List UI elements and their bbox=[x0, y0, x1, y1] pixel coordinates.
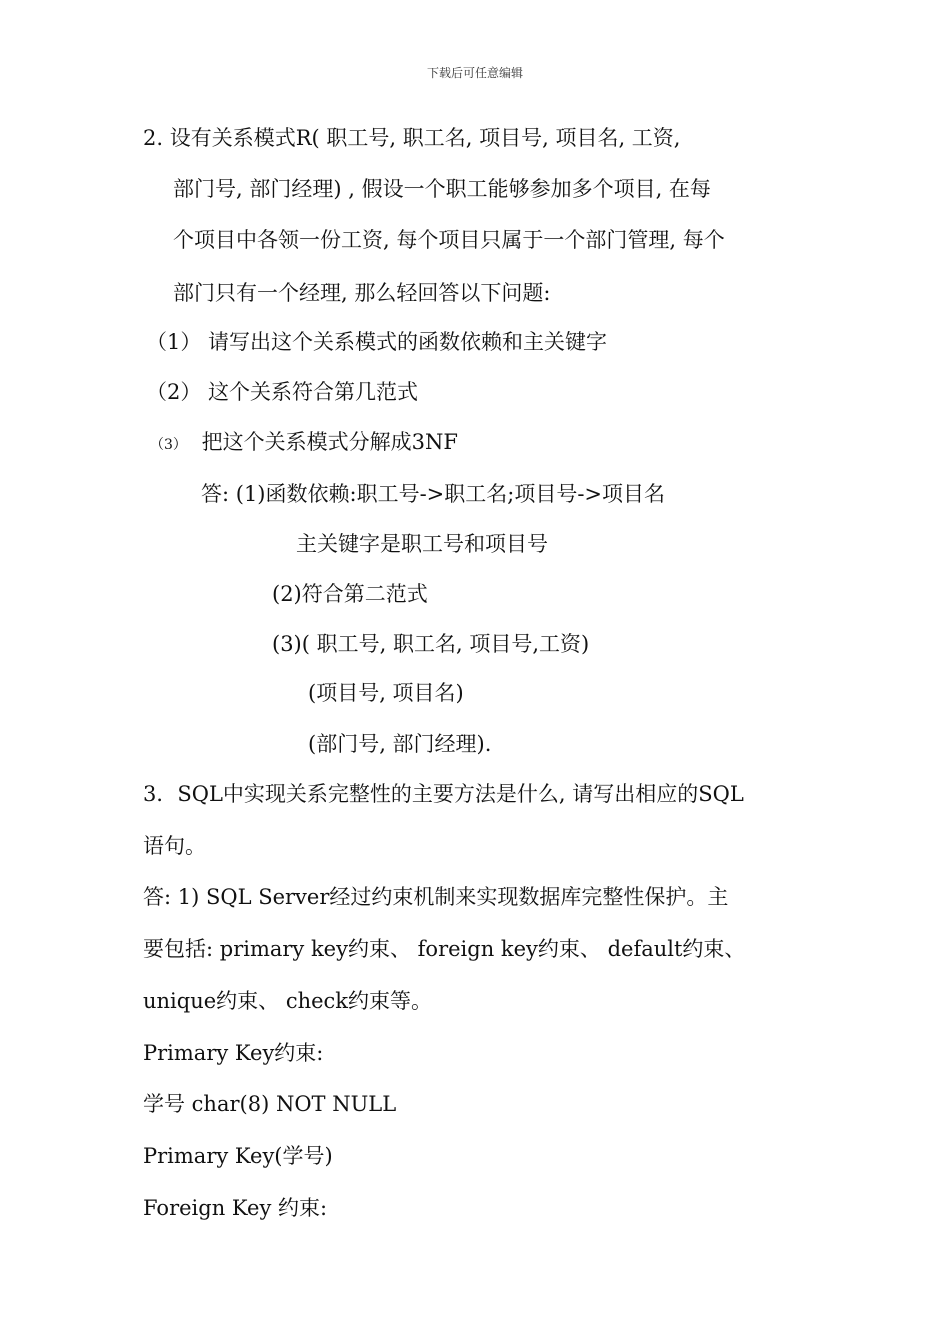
q3-answer-1: 答: 1) SQL Server经过约束机制来实现数据库完整性保护。主 bbox=[143, 885, 729, 909]
code-foreign-key-heading: Foreign Key 约束: bbox=[143, 1196, 328, 1220]
q2-answer-1-key: 主关键字是职工号和项目号 bbox=[296, 532, 548, 556]
q2-sub-question-1: （1） 请写出这个关系模式的函数依赖和主关键字 bbox=[146, 330, 608, 354]
code-primary-key-heading: Primary Key约束: bbox=[143, 1041, 324, 1065]
q2-line-2: 部门号, 部门经理) , 假设一个职工能够参加多个项目, 在每 bbox=[173, 177, 711, 201]
q3-line-2: 语句。 bbox=[143, 834, 206, 858]
code-student-id-column: 学号 char(8) NOT NULL bbox=[143, 1092, 397, 1116]
q2-line-3: 个项目中各领一份工资, 每个项目只属于一个部门管理, 每个 bbox=[173, 228, 725, 252]
q3-line-1: 3．SQL中实现关系完整性的主要方法是什么, 请写出相应的SQL bbox=[143, 782, 744, 806]
q3-answer-3: unique约束、 check约束等。 bbox=[143, 989, 433, 1013]
q2-answer-3: (3)( 职工号, 职工名, 项目号,工资) bbox=[272, 632, 590, 656]
q2-sub-question-3-text: 把这个关系模式分解成3NF bbox=[201, 430, 458, 454]
q2-sub-question-3-number: （3） bbox=[150, 437, 187, 453]
q2-answer-3-relation-3: (部门号, 部门经理). bbox=[308, 732, 492, 756]
q2-line-4: 部门只有一个经理, 那么轻回答以下问题: bbox=[173, 281, 551, 305]
q2-sub-question-3 bbox=[150, 428, 458, 459]
q3-answer-2: 要包括: primary key约束、 foreign key约束、 default约束、 bbox=[143, 937, 746, 961]
q2-answer-1: 答: (1)函数依赖:职工号->职工名;项目号->项目名 bbox=[201, 482, 666, 506]
q2-answer-2: (2)符合第二范式 bbox=[272, 582, 428, 606]
q2-line-1: 2. 设有关系模式R( 职工号, 职工名, 项目号, 项目名, 工资, bbox=[143, 126, 681, 150]
code-primary-key-clause: Primary Key(学号) bbox=[143, 1144, 333, 1168]
q2-answer-3-relation-2: (项目号, 项目名) bbox=[308, 681, 464, 705]
q2-sub-question-2: （2） 这个关系符合第几范式 bbox=[146, 380, 419, 404]
page-header: 下载后可任意编辑 bbox=[426, 66, 523, 80]
